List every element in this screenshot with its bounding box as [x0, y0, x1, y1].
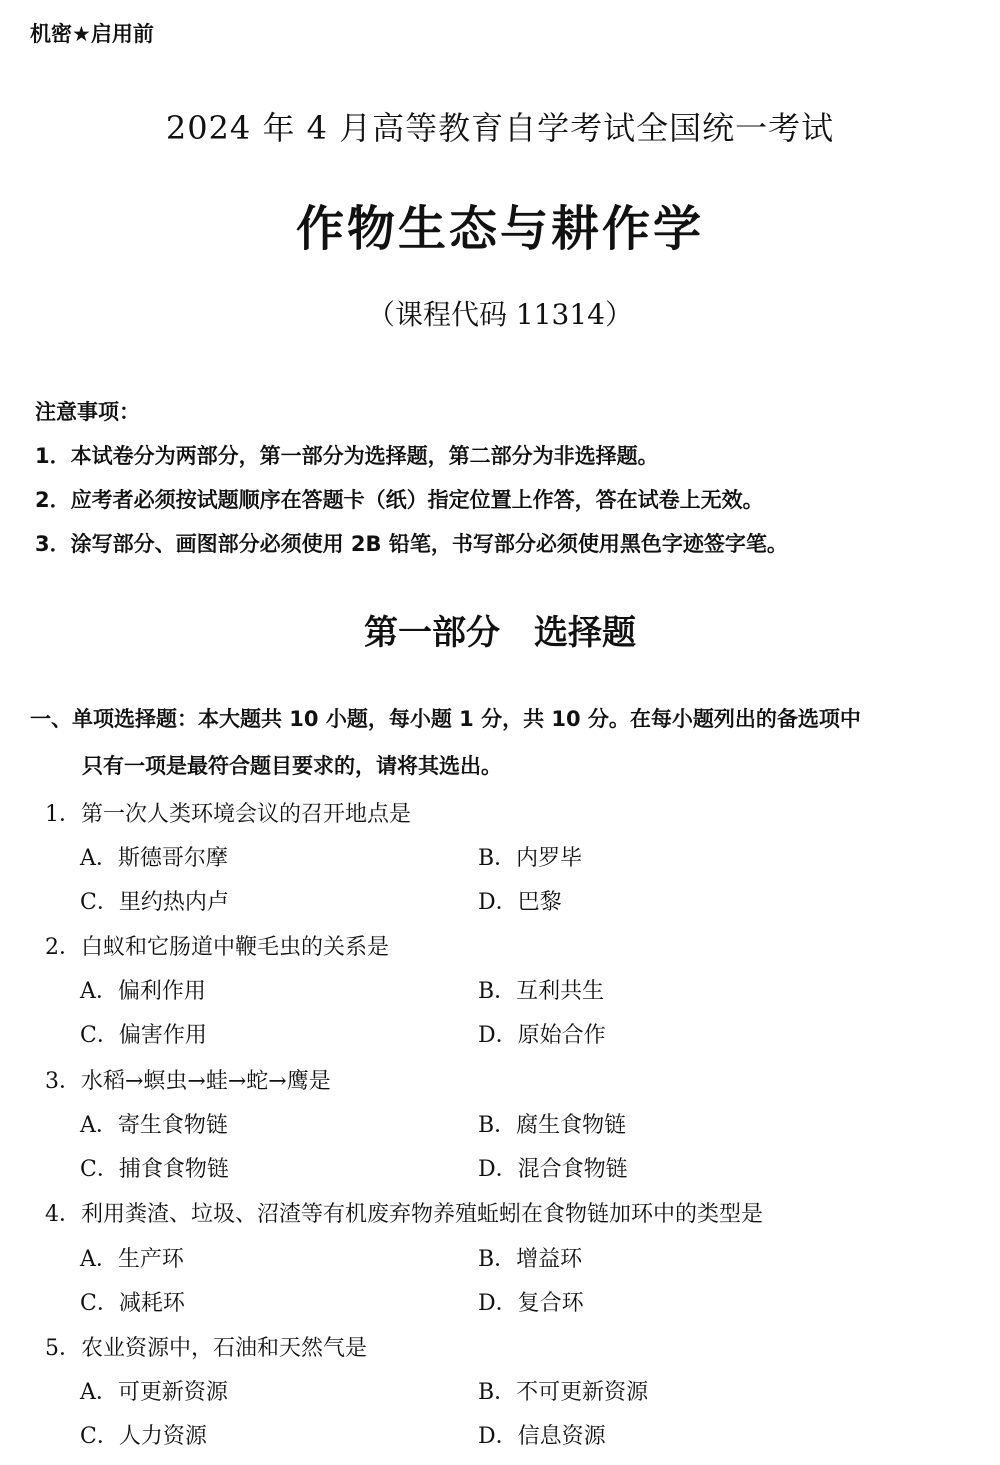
option-d: D．复合环: [478, 1291, 584, 1316]
option-a: A．偏利作用: [80, 979, 206, 1004]
question-stem: 4．利用粪渣、垃圾、沼渣等有机废弃物养殖蚯蚓在食物链加环中的类型是: [45, 1202, 763, 1227]
option-a: A．寄生食物链: [80, 1113, 228, 1138]
option-d: D．原始合作: [478, 1023, 606, 1048]
option-d: D．巴黎: [478, 890, 562, 915]
option-d: D．混合食物链: [478, 1157, 628, 1182]
option-b: B．腐生食物链: [478, 1113, 627, 1138]
part-title: 第一部分 选择题: [364, 613, 636, 653]
option-c: C．里约热内卢: [80, 890, 229, 915]
question-stem: 1．第一次人类环境会议的召开地点是: [45, 802, 411, 827]
confidential-label: 机密★启用前: [30, 22, 154, 46]
option-a: A．可更新资源: [80, 1380, 228, 1405]
notice-item: 2．应考者必须按试题顺序在答题卡（纸）指定位置上作答，答在试卷上无效。: [35, 488, 764, 512]
option-c: C．人力资源: [80, 1424, 207, 1449]
exam-title: 2024 年 4 月高等教育自学考试全国统一考试: [165, 109, 835, 147]
notice-heading: 注意事项：: [35, 400, 140, 424]
option-a: A．斯德哥尔摩: [80, 846, 228, 871]
section-instructions-continued: 只有一项是最符合题目要求的，请将其选出。: [82, 754, 502, 778]
option-c: C．偏害作用: [80, 1023, 207, 1048]
question-stem: 2．白蚁和它肠道中鞭毛虫的关系是: [45, 935, 389, 960]
notice-item: 1．本试卷分为两部分，第一部分为选择题，第二部分为非选择题。: [35, 444, 659, 468]
subject-title: 作物生态与耕作学: [295, 201, 704, 257]
option-b: B．互利共生: [478, 979, 605, 1004]
question-stem: 5．农业资源中，石油和天然气是: [45, 1336, 367, 1361]
option-b: B．内罗毕: [478, 846, 583, 871]
option-c: C．捕食食物链: [80, 1157, 229, 1182]
course-code: （课程代码 11314）: [367, 298, 633, 331]
option-c: C．减耗环: [80, 1291, 185, 1316]
option-b: B．增益环: [478, 1247, 583, 1272]
option-d: D．信息资源: [478, 1424, 606, 1449]
notice-item: 3．涂写部分、画图部分必须使用 2B 铅笔，书写部分必须使用黑色字迹签字笔。: [35, 532, 788, 556]
question-stem: 3．水稻→螟虫→蛙→蛇→鹰是: [45, 1069, 331, 1094]
option-b: B．不可更新资源: [478, 1380, 649, 1405]
option-a: A．生产环: [80, 1247, 184, 1272]
section-instructions: 一、单项选择题：本大题共 10 小题，每小题 1 分，共 10 分。在每小题列出的备选项中: [30, 707, 861, 731]
